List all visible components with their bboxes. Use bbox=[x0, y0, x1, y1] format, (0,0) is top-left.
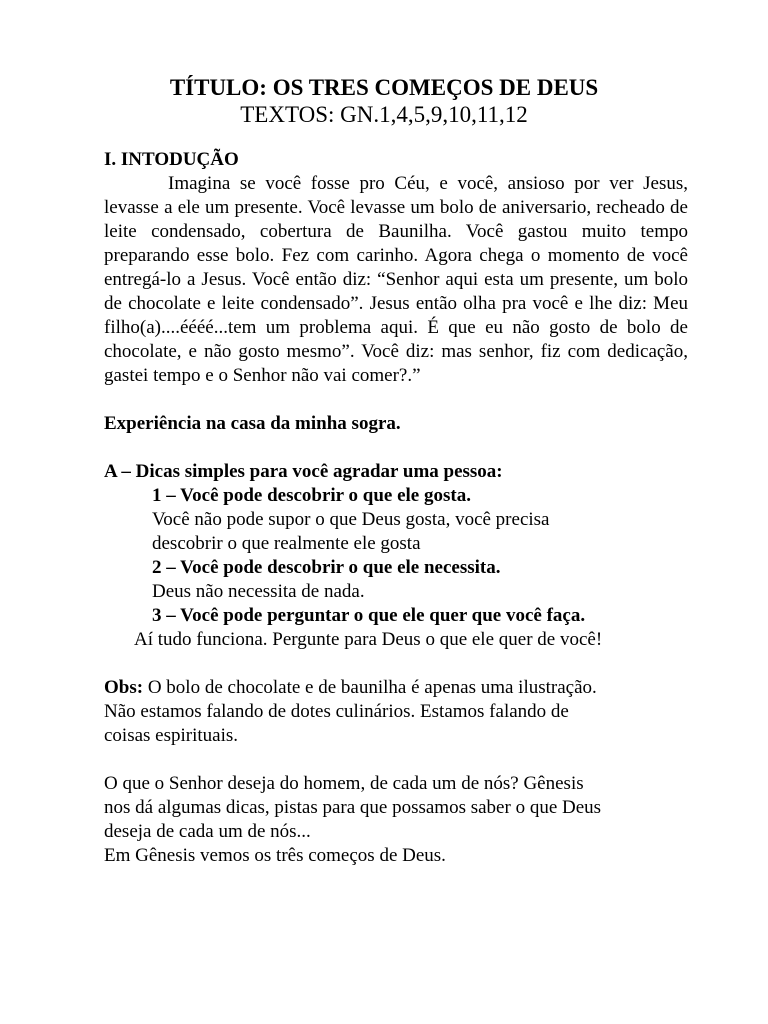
spacer bbox=[104, 652, 688, 676]
tip-2-text: Deus não necessita de nada. bbox=[152, 581, 365, 602]
intro-paragraph-text: Imagina se você fosse pro Céu, e você, ansioso por ver Jesus, levasse a ele um presente. Você levasse um bolo de aniversario, recheado de leite condensado, cobertura de Baunilha. Você gastou muito tempo preparando esse bolo. Fez com carinho. Agora chega o momento de você entregá-lo a Jesus. Você então diz: “Senhor aqui esta um presente, um bolo de chocolate e leite condensado”. Jesus então olha pra você e lhe diz: Meu filho(a)....éééé...tem um problema aqui. É que eu não gosto de bolo de chocolate, e não gosto mesmo”. Você diz: mas senhor, fiz com dedicação, gastei tempo e o Senhor não vai comer?.” bbox=[104, 173, 688, 386]
obs-line-1 bbox=[104, 676, 688, 700]
closing-line-3: deseja de cada um de nós... bbox=[104, 821, 311, 842]
tip-1-text-line-1: Você não pode supor o que Deus gosta, você precisa bbox=[152, 509, 550, 530]
obs-label: Obs: bbox=[104, 677, 144, 698]
tip-1-text-line-2: descobrir o que realmente ele gosta bbox=[152, 533, 421, 554]
spacer bbox=[104, 388, 688, 412]
spacer bbox=[104, 748, 688, 772]
tips-heading: A – Dicas simples para você agradar uma pessoa: bbox=[104, 461, 503, 482]
document-subtitle: TEXTOS: GN.1,4,5,9,10,11,12 bbox=[240, 102, 528, 127]
document-title: TÍTULO: OS TRES COMEÇOS DE DEUS bbox=[169, 75, 599, 100]
closing-line-2: nos dá algumas dicas, pistas para que possamos saber o que Deus bbox=[104, 797, 602, 818]
tip-3-title: 3 – Você pode perguntar o que ele quer que você faça. bbox=[152, 605, 586, 626]
closing-line-4: Em Gênesis vemos os três começos de Deus. bbox=[104, 845, 446, 866]
tips-conclusion: Aí tudo funciona. Pergunte para Deus o que ele quer de você! bbox=[134, 629, 603, 650]
tip-1-title: 1 – Você pode descobrir o que ele gosta. bbox=[152, 485, 471, 506]
document-body bbox=[104, 148, 688, 868]
spacer bbox=[104, 436, 688, 460]
obs-line-2: Não estamos falando de dotes culinários. Estamos falando de bbox=[104, 701, 569, 722]
obs-text-1: O bolo de chocolate e de baunilha é apenas uma ilustração. bbox=[143, 677, 597, 698]
closing-line-1: O que o Senhor deseja do homem, de cada um de nós? Gênesis bbox=[104, 773, 584, 794]
intro-heading: I. INTODUÇÃO bbox=[104, 149, 239, 170]
obs-line-3: coisas espirituais. bbox=[104, 725, 239, 746]
tip-2-title: 2 – Você pode descobrir o que ele necessita. bbox=[152, 557, 501, 578]
experience-heading: Experiência na casa da minha sogra. bbox=[104, 413, 401, 434]
intro-paragraph bbox=[104, 172, 688, 388]
